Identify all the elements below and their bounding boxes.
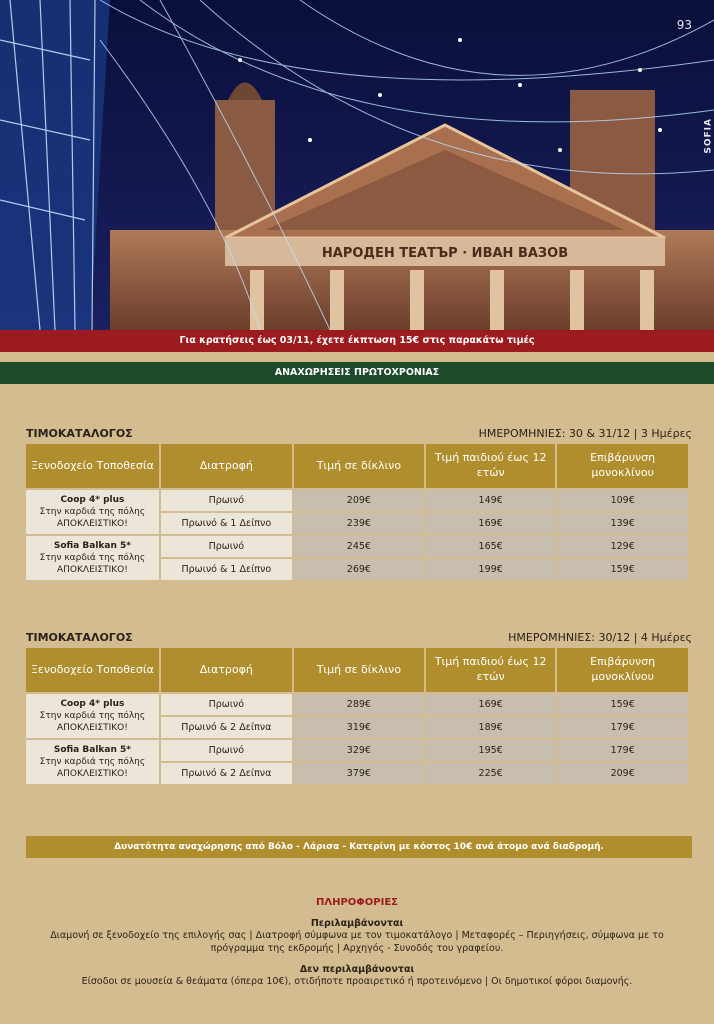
col-hotel: Ξενοδοχείο Τοποθεσία bbox=[26, 444, 159, 488]
double-price: 329€ bbox=[294, 740, 424, 761]
promo-banner: Για κρατήσεις έως 03/11, έχετε έκπτωση 15€ στις παρακάτω τιμές bbox=[0, 330, 714, 352]
double-price: 379€ bbox=[294, 763, 424, 784]
double-price: 209€ bbox=[294, 490, 424, 511]
theater-sign: НАРОДЕН ТЕАТЪР · ИВАН ВАЗОВ bbox=[321, 246, 569, 261]
col-board: Διατροφή bbox=[161, 444, 292, 488]
single-price: 209€ bbox=[557, 763, 688, 784]
board-cell: Πρωινό & 1 Δείπνο bbox=[161, 559, 292, 580]
double-price: 245€ bbox=[294, 536, 424, 557]
board-cell: Πρωινό & 1 Δείπνο bbox=[161, 513, 292, 534]
double-price: 269€ bbox=[294, 559, 424, 580]
board-cell: Πρωινό & 2 Δείπνα bbox=[161, 717, 292, 738]
child-price: 149€ bbox=[426, 490, 555, 511]
col-single: Επιβάρυνση μονοκλίνου bbox=[557, 648, 688, 692]
departure-note: Δυνατότητα αναχώρησης από Βόλο - Λάρισα - Κατερίνη με κόστος 10€ ανά άτομο ανά διαδρομή. bbox=[26, 836, 692, 858]
single-price: 179€ bbox=[557, 717, 688, 738]
hero-image bbox=[0, 0, 714, 330]
child-price: 189€ bbox=[426, 717, 555, 738]
double-price: 239€ bbox=[294, 513, 424, 534]
table-row bbox=[26, 536, 688, 557]
hotel-note: ΑΠΟΚΛΕΙΣΤΙΚΟ! bbox=[57, 723, 128, 734]
col-single: Επιβάρυνση μονοκλίνου bbox=[557, 444, 688, 488]
theater-illustration bbox=[0, 0, 714, 330]
hotel-location: Στην καρδιά της πόλης bbox=[39, 710, 146, 721]
hotel-note: ΑΠΟΚΛΕΙΣΤΙΚΟ! bbox=[57, 769, 128, 780]
page-number: 93 bbox=[676, 18, 692, 32]
hotel-location: Στην καρδιά της πόλης bbox=[39, 506, 146, 517]
hotel-cell bbox=[26, 694, 159, 738]
hotel-location: Στην καρδιά της πόλης bbox=[39, 552, 146, 563]
price-table bbox=[24, 442, 690, 582]
col-board: Διατροφή bbox=[161, 648, 292, 692]
pricelist-dates: ΗΜΕΡΟΜΗΝΙΕΣ: 30 & 31/12 | 3 Ημέρες bbox=[478, 427, 692, 440]
child-price: 165€ bbox=[426, 536, 555, 557]
info-title: ΠΛΗΡΟΦΟΡΙΕΣ bbox=[315, 897, 399, 908]
child-price: 169€ bbox=[426, 513, 555, 534]
single-price: 159€ bbox=[557, 559, 688, 580]
excluded-title: Δεν περιλαμβάνονται bbox=[299, 963, 415, 975]
hotel-cell bbox=[26, 536, 159, 580]
child-price: 169€ bbox=[426, 694, 555, 715]
col-hotel: Ξενοδοχείο Τοποθεσία bbox=[26, 648, 159, 692]
hotel-cell bbox=[26, 740, 159, 784]
single-price: 129€ bbox=[557, 536, 688, 557]
board-cell: Πρωινό bbox=[161, 694, 292, 715]
pricelist-4-days bbox=[26, 628, 692, 786]
table-row bbox=[26, 490, 688, 511]
pricelist-title: ΤΙΜΟΚΑΤΑΛΟΓΟΣ bbox=[26, 427, 133, 440]
single-price: 109€ bbox=[557, 490, 688, 511]
board-cell: Πρωινό bbox=[161, 536, 292, 557]
col-double: Τιμή σε δίκλινο bbox=[294, 444, 424, 488]
board-cell: Πρωινό & 2 Δείπνα bbox=[161, 763, 292, 784]
included-text: Διαμονή σε ξενοδοχείο της επιλογής σας | Διατροφή σύμφωνα με τον τιμοκατάλογο | Μεταφορές – Περιηγήσεις, σύμφωνα με το πρόγραμμα της εκδρομής | Αρχηγός - Συνοδός του γραφείου. bbox=[50, 930, 664, 955]
hotel-note: ΑΠΟΚΛΕΙΣΤΙΚΟ! bbox=[57, 565, 128, 576]
child-price: 199€ bbox=[426, 559, 555, 580]
included-title: Περιλαμβάνονται bbox=[310, 918, 404, 929]
price-table bbox=[24, 646, 690, 786]
board-cell: Πρωινό bbox=[161, 490, 292, 511]
pricelist-3-days bbox=[26, 424, 692, 582]
hotel-name: Coop 4* plus bbox=[60, 494, 125, 505]
col-double: Τιμή σε δίκλινο bbox=[294, 648, 424, 692]
table-row bbox=[26, 694, 688, 715]
hotel-cell bbox=[26, 490, 159, 534]
col-child: Τιμή παιδιού έως 12 ετών bbox=[426, 444, 555, 488]
single-price: 159€ bbox=[557, 694, 688, 715]
pricelist-dates: ΗΜΕΡΟΜΗΝΙΕΣ: 30/12 | 4 Ημέρες bbox=[508, 631, 692, 644]
hotel-name: Sofia Balkan 5* bbox=[53, 540, 131, 551]
single-price: 139€ bbox=[557, 513, 688, 534]
double-price: 319€ bbox=[294, 717, 424, 738]
city-tag: SOFIA bbox=[704, 118, 714, 154]
hotel-note: ΑΠΟΚΛΕΙΣΤΙΚΟ! bbox=[57, 519, 128, 530]
child-price: 225€ bbox=[426, 763, 555, 784]
hotel-name: Coop 4* plus bbox=[60, 698, 125, 709]
hotel-name: Sofia Balkan 5* bbox=[53, 744, 131, 755]
table-row bbox=[26, 740, 688, 761]
hotel-location: Στην καρδιά της πόλης bbox=[39, 756, 146, 767]
col-child: Τιμή παιδιού έως 12 ετών bbox=[426, 648, 555, 692]
info-section bbox=[30, 897, 684, 996]
pricelist-title: ΤΙΜΟΚΑΤΑΛΟΓΟΣ bbox=[26, 631, 133, 644]
child-price: 195€ bbox=[426, 740, 555, 761]
excluded-text: Είσοδοι σε μουσεία & θεάματα (όπερα 10€), οτιδήποτε προαιρετικό ή προτεινόμενο | Οι δημοτικοί φόροι διαμονής. bbox=[81, 975, 633, 987]
board-cell: Πρωινό bbox=[161, 740, 292, 761]
single-price: 179€ bbox=[557, 740, 688, 761]
double-price: 289€ bbox=[294, 694, 424, 715]
section-title: ΑΝΑΧΩΡΗΣΕΙΣ ΠΡΩΤΟΧΡΟΝΙΑΣ bbox=[0, 362, 714, 384]
